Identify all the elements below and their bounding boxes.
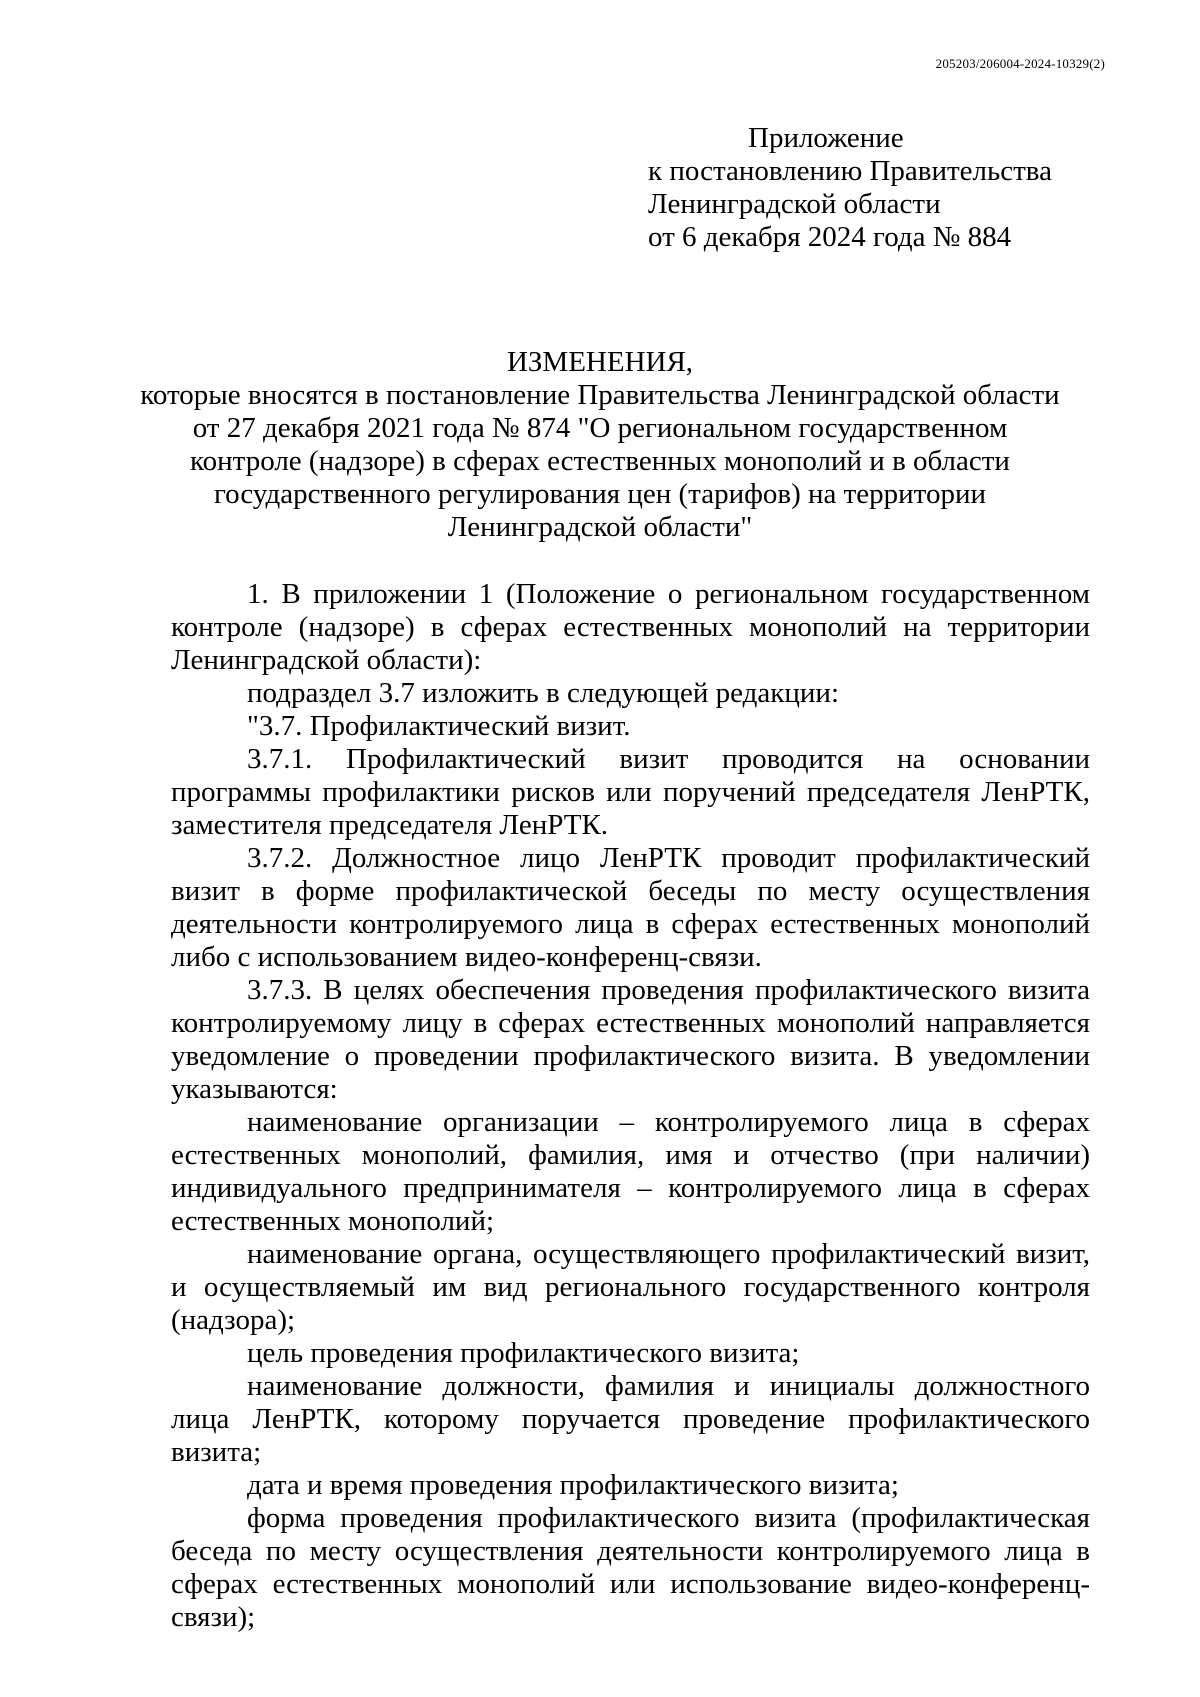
appendix-title: Приложение [748,122,904,154]
list-item-purpose: цель проведения профилактического визита; [247,1337,800,1369]
list-item-organization: наименование организации – контролируемого лица в сферах естественных монополий, фамилия, имя и отчество (при наличии) индивидуального предпринимателя – контролируемого лица в сферах естественных монополий; [171,1106,1090,1237]
list-item-datetime: дата и время проведения профилактического визита; [247,1469,899,1501]
appendix-header [648,122,1052,254]
list-item-form: форма проведения профилактического визита (профилактическая беседа по месту осуществления деятельности контролируемого лица в сферах естественных монополий или использование видео-конференц-связи); [171,1502,1090,1633]
heading-line: контроле (надзоре) в сферах естественных монополий и в области [190,445,1010,477]
list-item-official: наименование должности, фамилия и инициалы должностного лица ЛенРТК, которому поручается проведение профилактического визита; [171,1370,1090,1468]
document-heading [100,346,1100,544]
document-registration-number: 205203/206004-2024-10329(2) [935,56,1105,71]
appendix-line: Ленинградской области [648,188,941,220]
heading-line: государственного регулирования цен (тарифов) на территории [213,478,987,510]
heading-line: Ленинградской области" [447,511,753,543]
appendix-date-number: от 6 декабря 2024 года № 884 [648,221,1012,253]
appendix-line: к постановлению Правительства [648,155,1052,187]
paragraph-3-7-3: 3.7.3. В целях обеспечения проведения профилактического визита контролируемому лицу в сферах естественных монополий направляется уведомление о проведении профилактического визита. В уведомлении указываются: [171,974,1090,1105]
list-item-authority: наименование органа, осуществляющего профилактический визит, и осуществляемый им вид регионального государственного контроля (надзора); [171,1238,1090,1336]
heading-title: ИЗМЕНЕНИЯ, [506,346,694,378]
paragraph-3-7-2: 3.7.2. Должностное лицо ЛенРТК проводит профилактический визит в форме профилактической беседы по месту осуществления деятельности контролируемого лица в сферах естественных монополий либо с использованием видео-конференц-связи. [171,842,1090,973]
heading-line: которые вносятся в постановление Правительства Ленинградской области [140,379,1060,411]
paragraph-subsection-instruction: подраздел 3.7 изложить в следующей редакции: [247,677,840,709]
paragraph-item-1: 1. В приложении 1 (Положение о региональном государственном контроле (надзоре) в сферах естественных монополий на территории Ленинградской области): [171,578,1090,676]
document-body [171,578,1090,1634]
paragraph-3-7-1: 3.7.1. Профилактический визит проводится на основании программы профилактики рисков или поручений председателя ЛенРТК, заместителя председателя ЛенРТК. [171,743,1090,841]
heading-line: от 27 декабря 2021 года № 874 "О региональном государственном [192,412,1008,444]
paragraph-subsection-title: "3.7. Профилактический визит. [247,710,631,742]
